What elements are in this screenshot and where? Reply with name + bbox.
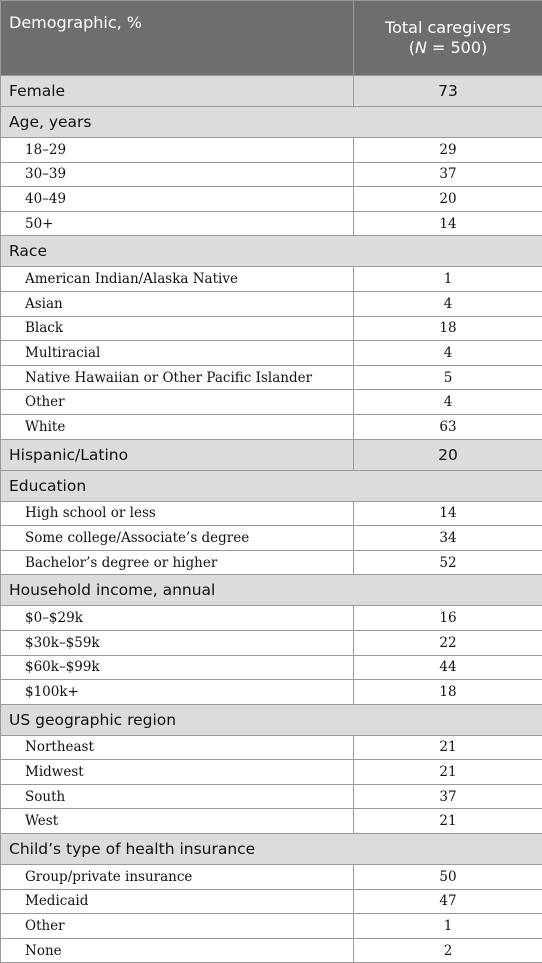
section-age: [1, 107, 542, 138]
table-row: [1, 680, 542, 705]
table-row: [1, 938, 542, 963]
row-value: 20: [354, 439, 542, 470]
section-title: Age, years: [1, 107, 542, 138]
table-row: [1, 390, 542, 415]
row-value: 18: [354, 316, 542, 341]
header-total-caregivers: [354, 1, 542, 76]
row-label: Some college/Associate’s degree: [1, 526, 354, 551]
row-value: 21: [354, 735, 542, 760]
row-value: 20: [354, 187, 542, 212]
row-label: American Indian/Alaska Native: [1, 267, 354, 292]
header-total-caregivers-label: Total caregivers: [385, 18, 511, 37]
table-row: [1, 889, 542, 914]
row-label: $0–$29k: [1, 606, 354, 631]
table-row: [1, 784, 542, 809]
table-row: [1, 914, 542, 939]
table-header-row: [1, 1, 542, 76]
section-title: Education: [1, 470, 542, 501]
row-value: 14: [354, 211, 542, 236]
row-label: $100k+: [1, 680, 354, 705]
row-value: 44: [354, 655, 542, 680]
row-label: Other: [1, 390, 354, 415]
row-value: 37: [354, 784, 542, 809]
table-row: [1, 267, 542, 292]
table-row: [1, 735, 542, 760]
table-row: [1, 162, 542, 187]
table-row: [1, 341, 542, 366]
row-label: Northeast: [1, 735, 354, 760]
row-value: 52: [354, 550, 542, 575]
row-label: West: [1, 809, 354, 834]
table-row: [1, 187, 542, 212]
row-label: None: [1, 938, 354, 963]
row-value: 73: [354, 76, 542, 107]
row-value: 22: [354, 630, 542, 655]
table-row: [1, 809, 542, 834]
row-value: 63: [354, 414, 542, 439]
row-label: $60k–$99k: [1, 655, 354, 680]
row-label: Multiracial: [1, 341, 354, 366]
table-row: [1, 365, 542, 390]
header-n-open: (: [409, 38, 415, 57]
table-row: [1, 865, 542, 890]
row-label: Hispanic/Latino: [1, 439, 354, 470]
table-row: [1, 138, 542, 163]
row-label: White: [1, 414, 354, 439]
row-label: 40–49: [1, 187, 354, 212]
row-label: Native Hawaiian or Other Pacific Islander: [1, 365, 354, 390]
row-value: 47: [354, 889, 542, 914]
row-label: Medicaid: [1, 889, 354, 914]
section-title: Race: [1, 236, 542, 267]
row-label: Other: [1, 914, 354, 939]
row-label: 18–29: [1, 138, 354, 163]
table-row: [1, 501, 542, 526]
row-value: 1: [354, 914, 542, 939]
row-value: 5: [354, 365, 542, 390]
row-label: Asian: [1, 291, 354, 316]
header-n-value: = 500): [427, 38, 487, 57]
row-value: 29: [354, 138, 542, 163]
table-row: [1, 526, 542, 551]
row-value: 1: [354, 267, 542, 292]
table-row: [1, 606, 542, 631]
row-label: Midwest: [1, 760, 354, 785]
section-title: US geographic region: [1, 704, 542, 735]
row-label: 50+: [1, 211, 354, 236]
row-value: 21: [354, 809, 542, 834]
row-value: 18: [354, 680, 542, 705]
row-female: [1, 76, 542, 107]
row-value: 16: [354, 606, 542, 631]
row-label: Bachelor’s degree or higher: [1, 550, 354, 575]
table-row: [1, 760, 542, 785]
row-value: 50: [354, 865, 542, 890]
table-row: [1, 291, 542, 316]
header-n-symbol: N: [415, 38, 427, 57]
row-value: 4: [354, 341, 542, 366]
header-demographic: Demographic, %: [1, 1, 354, 76]
section-race: [1, 236, 542, 267]
row-label: Black: [1, 316, 354, 341]
row-value: 34: [354, 526, 542, 551]
table-row: [1, 211, 542, 236]
row-label: 30–39: [1, 162, 354, 187]
section-education: [1, 470, 542, 501]
row-value: 2: [354, 938, 542, 963]
row-hispanic: [1, 439, 542, 470]
row-label: High school or less: [1, 501, 354, 526]
row-label: $30k–$59k: [1, 630, 354, 655]
row-value: 21: [354, 760, 542, 785]
section-title: Child’s type of health insurance: [1, 834, 542, 865]
section-region: [1, 704, 542, 735]
table-row: [1, 316, 542, 341]
table-row: [1, 630, 542, 655]
row-value: 4: [354, 291, 542, 316]
table-row: [1, 655, 542, 680]
section-income: [1, 575, 542, 606]
row-label: Group/private insurance: [1, 865, 354, 890]
section-title: Household income, annual: [1, 575, 542, 606]
table-row: [1, 414, 542, 439]
row-label: Female: [1, 76, 354, 107]
row-value: 14: [354, 501, 542, 526]
section-insurance: [1, 834, 542, 865]
row-value: 4: [354, 390, 542, 415]
row-label: South: [1, 784, 354, 809]
table-row: [1, 550, 542, 575]
row-value: 37: [354, 162, 542, 187]
